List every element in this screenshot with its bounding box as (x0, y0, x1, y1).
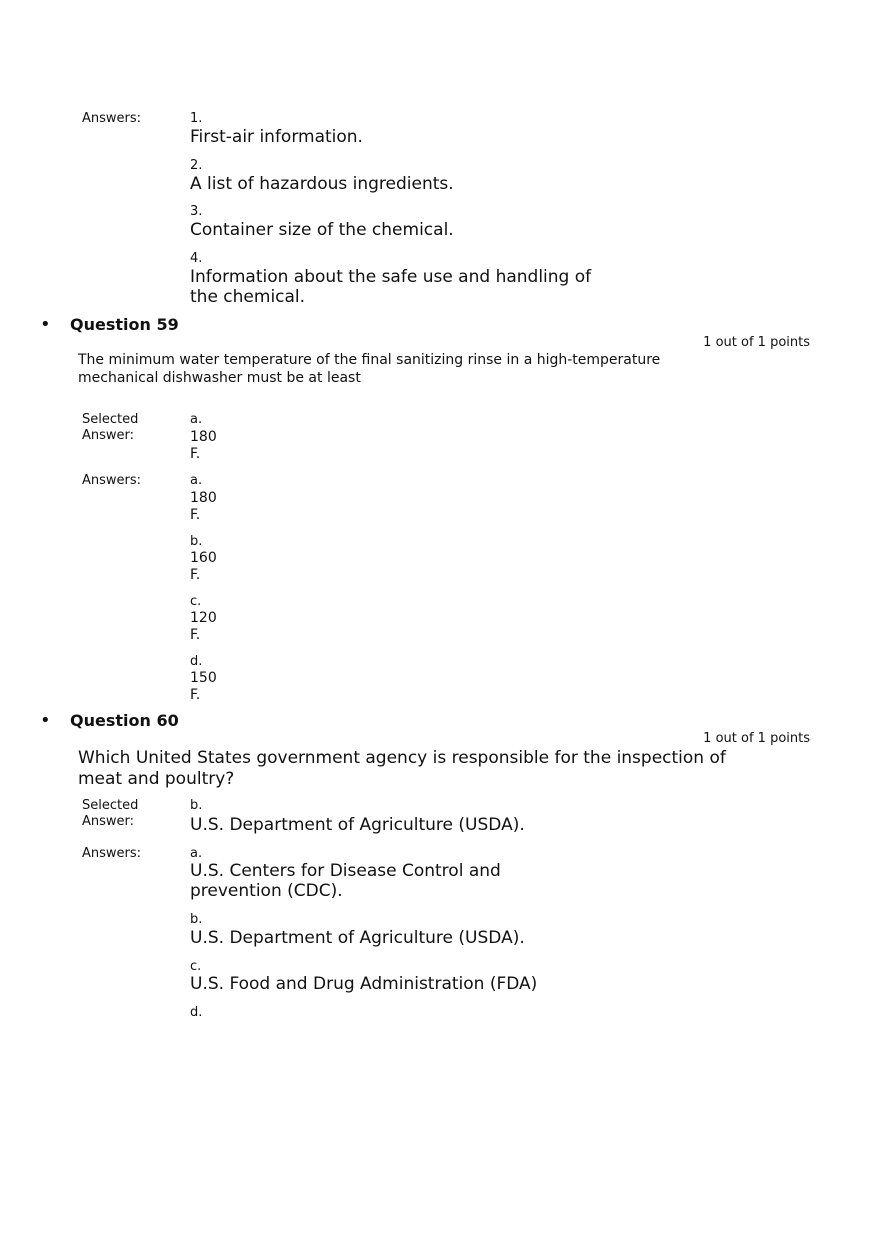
answer-text: 150 F. (190, 670, 217, 703)
answer-text: Container size of the chemical. (190, 220, 454, 240)
answer-letter: a. (190, 473, 203, 488)
question-text: The minimum water temperature of the final sanitizing rinse in a high-temperature mechanical dishwasher must be at least (78, 352, 661, 386)
selected-answer-label: Selected Answer: (82, 412, 139, 443)
answer-letter: d. (190, 1005, 203, 1020)
bullet: • (40, 314, 51, 335)
question-text: Which United States government agency is responsible for the inspection of meat and poultry? (78, 748, 726, 789)
answer-letter: b. (190, 912, 203, 927)
answers-label: Answers: (82, 111, 142, 126)
selected-answer-label: Selected Answer: (82, 798, 139, 829)
selected-answer-text: 180 F. (190, 429, 217, 462)
answer-text: A list of hazardous ingredients. (190, 174, 454, 194)
answer-text: 180 F. (190, 490, 217, 523)
answer-text: 120 F. (190, 610, 217, 643)
points-label: 1 out of 1 points (703, 335, 810, 350)
question-title: Question 59 (70, 315, 179, 334)
answer-text: U.S. Department of Agriculture (USDA). (190, 928, 525, 948)
selected-answer-text: U.S. Department of Agriculture (USDA). (190, 815, 525, 835)
answer-letter: d. (190, 654, 203, 669)
answers-label: Answers: (82, 846, 142, 861)
selected-answer-letter: b. (190, 798, 203, 813)
question-title: Question 60 (70, 711, 179, 730)
answer-letter: a. (190, 846, 203, 861)
answer-letter: 2. (190, 158, 203, 173)
answer-letter: 3. (190, 204, 203, 219)
answers-label: Answers: (82, 473, 142, 488)
points-label: 1 out of 1 points (703, 731, 810, 746)
answer-text: 160 F. (190, 550, 217, 583)
answer-text: U.S. Centers for Disease Control and prevention (CDC). (190, 861, 501, 901)
answer-letter: b. (190, 534, 203, 549)
selected-answer-letter: a. (190, 412, 203, 427)
answer-letter: 1. (190, 111, 203, 126)
answer-text: First-air information. (190, 127, 363, 147)
answer-text: Information about the safe use and handling of the chemical. (190, 267, 592, 307)
answer-text: U.S. Food and Drug Administration (FDA) (190, 974, 538, 994)
answer-letter: 4. (190, 251, 203, 266)
bullet: • (40, 710, 51, 731)
answer-letter: c. (190, 594, 202, 609)
answer-letter: c. (190, 959, 202, 974)
